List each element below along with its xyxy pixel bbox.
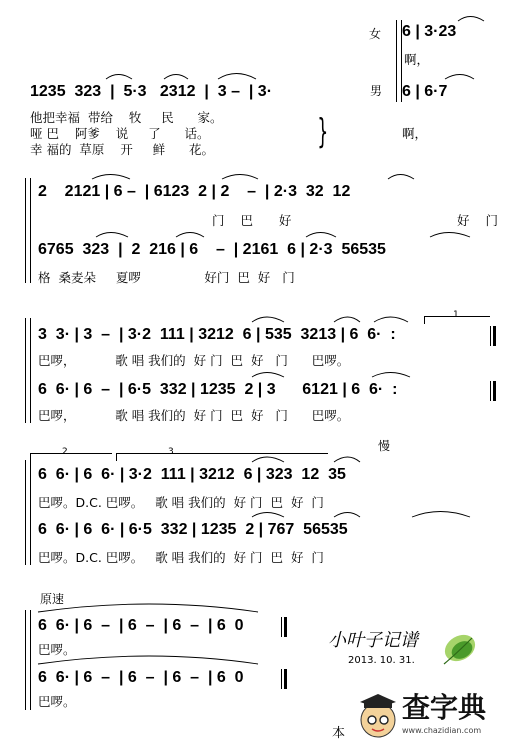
leaf-icon: [436, 626, 482, 668]
volta-number-3: 3: [168, 447, 174, 457]
logo-title: 查字典: [402, 691, 487, 724]
footer-text: 本: [332, 726, 346, 741]
lyric-verse-2: 哑 巴 阿爹 说 了 话。: [30, 126, 210, 141]
notation-line: 6 6· | 6 6· | 3·2 111 | 3212 6 | 323 12 35: [38, 466, 346, 483]
transcriber-signature: 小叶子记谱: [328, 630, 418, 651]
lyric-line: 巴啰。D.C. 巴啰。 歌 唱 我们的 好 门 巴 好 门: [38, 550, 324, 565]
notation-line: 6 | 6·7: [402, 83, 448, 100]
lyric-line: 门 巴 好 好 门: [212, 213, 504, 228]
lyric-line: 巴啰， 歌 唱 我们的 好 门 巴 好 门 巴啰。: [38, 353, 350, 368]
notation-line: 6 6· | 6 6· | 6·5 332 | 1235 2 | 767 56535: [38, 521, 348, 538]
notation-line: 6 6· | 6 – | 6·5 332 | 1235 2 | 3 6121 | 6 6· :: [38, 381, 398, 398]
verse-brace: }: [317, 112, 329, 152]
lyric-line: 巴啰， 歌 唱 我们的 好 门 巴 好 门 巴啰。: [38, 408, 350, 423]
voice-label-female: 女: [369, 27, 382, 41]
notation-line: 2 2121 | 6 – | 6123 2 | 2 – | 2·3 32 12: [38, 183, 351, 200]
notation-line: 6765 323 | 2 216 | 6 – | 2161 6 | 2·3 56535: [38, 241, 386, 258]
tempo-marking: 原速: [40, 592, 65, 606]
lyric-line: 巴啰。: [38, 694, 76, 709]
notation-line: 1235 323 | 5·3 2312 | 3 – | 3·: [30, 83, 273, 100]
lyric-line: 啊，: [402, 126, 428, 141]
volta-number-1: 1: [453, 310, 459, 320]
notation-line: 3 3· | 3 – | 3·2 111 | 3212 6 | 535 3213 | 6 6· :: [38, 326, 396, 343]
tempo-marking: 慢: [378, 439, 391, 453]
lyric-verse-1: 他把幸福 带给 牧 民 家。: [30, 110, 223, 125]
logo-url: www.chazidian.com: [402, 726, 482, 735]
voice-label-male: 男: [370, 84, 383, 98]
notation-line: 6 | 3·23: [402, 23, 457, 40]
lyric-line: 巴啰。D.C. 巴啰。 歌 唱 我们的 好 门 巴 好 门: [38, 495, 324, 510]
lyric-line: 格 桑麦朵 夏啰 好门 巴 好 门: [38, 270, 295, 285]
notation-line: 6 6· | 6 – | 6 – | 6 – | 6 0: [38, 617, 244, 634]
volta-number-2: 2: [62, 447, 68, 457]
notation-line: 6 6· | 6 – | 6 – | 6 – | 6 0: [38, 669, 244, 686]
mascot-icon: [356, 690, 400, 742]
lyric-line: 啊，: [404, 52, 430, 67]
lyric-verse-3: 幸 福的 草原 开 鲜 花。: [30, 142, 215, 157]
site-watermark: [356, 690, 506, 742]
transcription-date: 2013. 10. 31.: [348, 655, 415, 666]
lyric-line: 巴啰。: [38, 642, 76, 657]
